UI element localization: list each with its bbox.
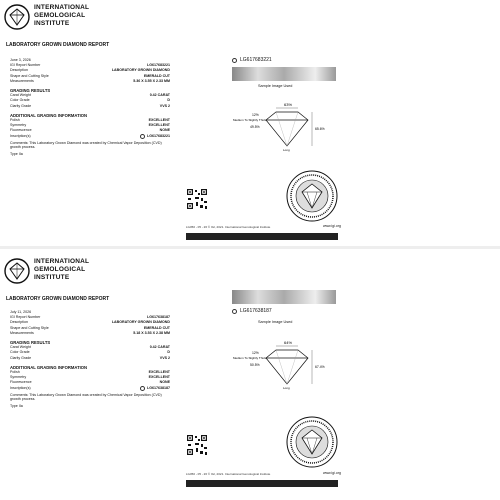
sample-image-label: Sample Image Used <box>258 84 293 88</box>
inscription-row: Inscription(s) LG617683221 <box>10 133 170 138</box>
sample-image <box>232 290 336 304</box>
footer-text: LG050 - 05 - 26 © IGI, 2021. International Gemological Institute <box>186 225 271 229</box>
igi-mini-logo-icon <box>232 58 237 63</box>
depth-percent: 65.6% <box>315 127 325 131</box>
report-number-row: IGI Report Number LG617638187 <box>10 315 170 320</box>
shape-row: Shape and Cutting Style EMERALD CUT <box>10 325 170 330</box>
polish-row: Polish EXCELLENT <box>10 370 170 375</box>
measurements-row: Measurements 5.36 X 3.55 X 2.33 MM <box>10 78 170 83</box>
girdle-label: Medium To Slightly Thick <box>233 118 267 122</box>
proportions-diagram <box>232 92 336 154</box>
igi-seal-icon <box>286 170 338 222</box>
website-label: www.igi.org <box>323 471 341 475</box>
footer-text: LG050 - 05 - 26 © IGI, 2021. International Gemological Institute <box>186 472 271 476</box>
depth-percent: 67.4% <box>315 365 325 369</box>
inscription-row: Inscription(s) LG617638187 <box>10 385 170 390</box>
crown-percent: 12% <box>252 351 259 355</box>
pavilion-percent: 49.5% <box>250 125 260 129</box>
igi-seal-icon <box>286 416 338 468</box>
fluorescence-row: Fluorescence NONE <box>10 128 170 133</box>
report-title: LABORATORY GROWN DIAMOND REPORT <box>6 296 110 302</box>
clarity-row: Clarity Grade VVS 2 <box>10 103 170 108</box>
page-divider <box>0 246 500 249</box>
igi-mini-logo-icon <box>140 386 145 391</box>
sample-image <box>232 67 336 81</box>
description-row: Description LABORATORY GROWN DIAMOND <box>10 68 170 73</box>
sample-image-label: Sample Image Used <box>258 320 293 324</box>
girdle-label: Medium To Slightly Thick <box>233 356 267 360</box>
polish-row: Polish EXCELLENT <box>10 118 170 123</box>
proportions-diagram <box>232 330 336 392</box>
comments: Comments: This Laboratory Grown Diamond was created by Chemical Vapor Deposition (CVD) growth process. <box>10 392 162 402</box>
qr-code-icon <box>186 188 208 210</box>
symmetry-row: Symmetry EXCELLENT <box>10 123 170 128</box>
pavilion-percent: 50.5% <box>250 363 260 367</box>
culet-label: Long <box>283 386 290 390</box>
barcode-number: LG617638187 <box>232 308 272 314</box>
description-row: Description LABORATORY GROWN DIAMOND <box>10 320 170 325</box>
report-title: LABORATORY GROWN DIAMOND REPORT <box>6 42 110 48</box>
symmetry-row: Symmetry EXCELLENT <box>10 375 170 380</box>
carat-row: Carat Weight 0.42 CARAT <box>10 93 170 98</box>
institute-name: INTERNATIONAL GEMOLOGICAL INSTITUTE <box>34 258 90 281</box>
website-label: www.igi.org <box>323 224 341 228</box>
additional-heading: ADDITIONAL GRADING INFORMATION <box>10 112 88 118</box>
igi-mini-logo-icon <box>140 134 145 139</box>
comments: Comments: This Laboratory Grown Diamond was created by Chemical Vapor Deposition (CVD) growth process. <box>10 140 162 150</box>
igi-logo-icon <box>4 258 30 284</box>
crown-percent: 12% <box>252 113 259 117</box>
security-band <box>186 480 338 487</box>
table-percent: 64% <box>284 340 293 345</box>
shape-row: Shape and Cutting Style EMERALD CUT <box>10 73 170 78</box>
fluorescence-row: Fluorescence NONE <box>10 380 170 385</box>
culet-label: Long <box>283 148 290 152</box>
diamond-type: Type IIa <box>10 152 23 157</box>
qr-code-icon <box>186 434 208 456</box>
date-row: July 11, 2026 <box>10 310 32 314</box>
security-band <box>186 233 338 240</box>
report-card-2 <box>0 254 500 498</box>
measurements-row: Measurements 5.18 X 3.53 X 2.38 MM <box>10 330 170 335</box>
color-row: Color Grade D <box>10 98 170 103</box>
barcode-number: LG617683221 <box>232 57 272 63</box>
table-percent: 63% <box>284 102 293 107</box>
carat-row: Carat Weight 0.42 CARAT <box>10 345 170 350</box>
report-details <box>10 310 170 409</box>
color-row: Color Grade D <box>10 350 170 355</box>
igi-mini-logo-icon <box>232 309 237 314</box>
diamond-type: Type IIa <box>10 404 23 409</box>
grading-results-heading: GRADING RESULTS <box>10 88 51 94</box>
grading-results-heading: GRADING RESULTS <box>10 340 51 346</box>
report-details <box>10 58 170 157</box>
additional-heading: ADDITIONAL GRADING INFORMATION <box>10 364 88 370</box>
report-number-row: IGI Report Number LG617683221 <box>10 63 170 68</box>
date-row: June 3, 2026 <box>10 58 31 62</box>
report-card-1 <box>0 0 500 242</box>
clarity-row: Clarity Grade VVS 2 <box>10 355 170 360</box>
igi-logo-icon <box>4 4 30 30</box>
institute-name: INTERNATIONAL GEMOLOGICAL INSTITUTE <box>34 4 90 27</box>
